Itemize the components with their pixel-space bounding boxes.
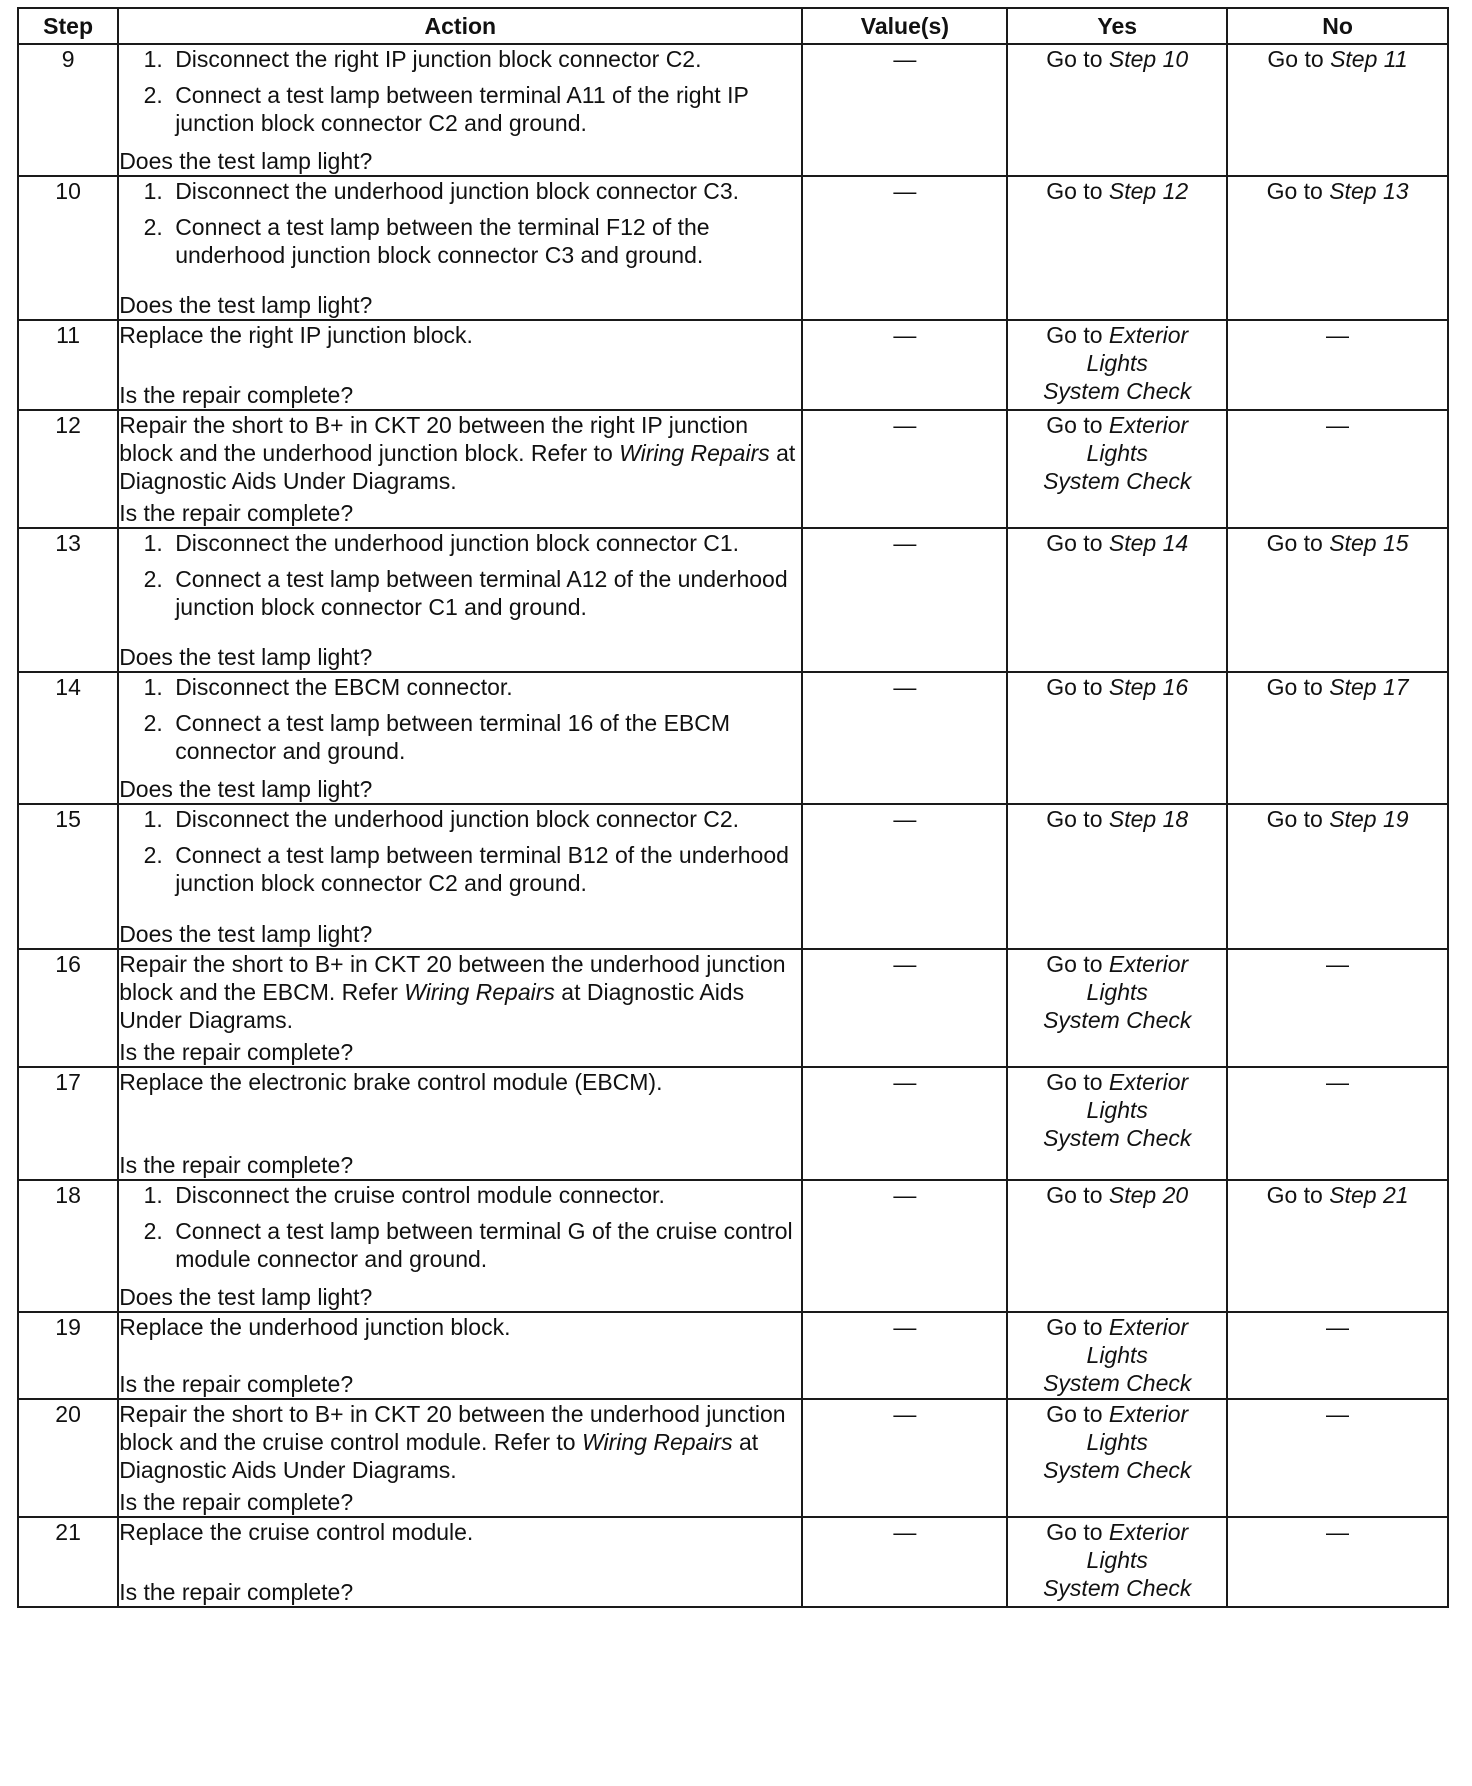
- action-step-item: 2. Connect a test lamp between terminal A11 of the right IP junction block connector C2 and ground.: [169, 81, 801, 137]
- system-check-words: System Check: [1043, 1370, 1192, 1396]
- action-question: Is the repair complete?: [119, 382, 354, 408]
- step-number: 13: [18, 528, 118, 672]
- values-dash: —: [802, 949, 1007, 1067]
- action-cell: [118, 804, 802, 949]
- action-cell: [118, 176, 802, 320]
- action-text-after: at Diagnostic Aids Under Diagrams.: [119, 979, 745, 1033]
- action-step-item: 2. Connect a test lamp between terminal G of the cruise control module connector and ground.: [169, 1217, 801, 1273]
- action-text-before: Repair the short to B+ in CKT 20 between the underhood junction block and the EBCM. Refer: [119, 951, 786, 1005]
- wiring-repairs-reference: Wiring Repairs: [581, 1429, 733, 1455]
- no-goto-step: [1227, 44, 1448, 176]
- action-cell: [118, 528, 802, 672]
- header-action: Action: [118, 8, 802, 44]
- goto-prefix: Go to: [1266, 674, 1323, 700]
- action-question: Does the test lamp light?: [119, 921, 373, 947]
- system-check-words: System Check: [1043, 378, 1192, 404]
- action-content: [119, 1181, 801, 1311]
- action-steps: [119, 673, 801, 765]
- values-dash: —: [802, 1180, 1007, 1312]
- exterior-word: Exterior: [1108, 322, 1189, 348]
- system-check-words: System Check: [1043, 468, 1192, 494]
- action-question: Is the repair complete?: [119, 1489, 354, 1515]
- lights-word: Lights: [1086, 979, 1148, 1005]
- goto-step-number: 13: [1382, 178, 1409, 204]
- action-content: [119, 805, 801, 948]
- values-dash: —: [802, 410, 1007, 528]
- action-content: [119, 529, 801, 671]
- goto-prefix: Go to: [1046, 46, 1103, 72]
- action-step-item: 1. Disconnect the underhood junction block connector C1.: [169, 529, 801, 557]
- action-content: [119, 1518, 801, 1606]
- goto-step-word: Step: [1108, 1182, 1157, 1208]
- goto-step-number: 12: [1162, 178, 1189, 204]
- yes-exterior-lights-check: [1007, 1312, 1227, 1399]
- action-steps: [119, 529, 801, 621]
- step-number: 16: [18, 949, 118, 1067]
- table-row: [18, 528, 1448, 672]
- action-cell: [118, 1399, 802, 1517]
- action-question: Is the repair complete?: [119, 500, 354, 526]
- system-check-words: System Check: [1043, 1125, 1192, 1151]
- table-row: [18, 949, 1448, 1067]
- yes-goto-step: [1007, 44, 1227, 176]
- yes-exterior-lights-check: [1007, 1517, 1227, 1607]
- lights-word: Lights: [1086, 1097, 1148, 1123]
- values-dash: —: [802, 1399, 1007, 1517]
- goto-prefix: Go to: [1266, 530, 1323, 556]
- goto-step-word: Step: [1329, 806, 1377, 832]
- exterior-prefix: Go to: [1046, 1519, 1103, 1545]
- yes-exterior-lights-check: [1007, 1067, 1227, 1180]
- goto-step-word: Step: [1329, 178, 1377, 204]
- table-row: [18, 1399, 1448, 1517]
- action-cell: [118, 1180, 802, 1312]
- table-row: [18, 672, 1448, 804]
- goto-step-number: 21: [1382, 1182, 1409, 1208]
- action-step-item: 2. Connect a test lamp between the terminal F12 of the underhood junction block connector C3 and ground.: [169, 213, 801, 269]
- no-dash: —: [1227, 410, 1448, 528]
- action-step-item: 1. Disconnect the underhood junction block connector C2.: [169, 805, 801, 833]
- goto-step-word: Step: [1330, 46, 1378, 72]
- yes-goto-step: [1007, 176, 1227, 320]
- action-cell: [118, 1517, 802, 1607]
- action-text: Replace the cruise control module.: [119, 1519, 474, 1545]
- goto-step-number: 20: [1162, 1182, 1189, 1208]
- values-dash: —: [802, 44, 1007, 176]
- no-goto-step: [1227, 1180, 1448, 1312]
- action-text-after: at Diagnostic Aids Under Diagrams.: [119, 440, 796, 494]
- goto-step-number: 18: [1162, 806, 1189, 832]
- action-content: [119, 177, 801, 319]
- exterior-prefix: Go to: [1046, 1401, 1103, 1427]
- step-number: 15: [18, 804, 118, 949]
- goto-step-word: Step: [1329, 1182, 1377, 1208]
- step-number: 11: [18, 320, 118, 410]
- goto-step-word: Step: [1329, 530, 1377, 556]
- no-goto-step: [1227, 528, 1448, 672]
- goto-step-number: 19: [1382, 806, 1409, 832]
- diagnostic-table: [17, 7, 1449, 1608]
- exterior-prefix: Go to: [1046, 1069, 1103, 1095]
- goto-step-word: Step: [1108, 806, 1157, 832]
- table-row: [18, 44, 1448, 176]
- action-content: [119, 673, 801, 803]
- lights-word: Lights: [1086, 1429, 1148, 1455]
- action-content: [119, 1068, 801, 1179]
- action-content: [119, 45, 801, 175]
- table-row: [18, 176, 1448, 320]
- action-question: Does the test lamp light?: [119, 644, 373, 670]
- action-content: [119, 1313, 801, 1398]
- action-step-item: 1. Disconnect the cruise control module connector.: [169, 1181, 801, 1209]
- exterior-word: Exterior: [1108, 1401, 1189, 1427]
- action-cell: [118, 44, 802, 176]
- exterior-word: Exterior: [1108, 1314, 1189, 1340]
- system-check-words: System Check: [1043, 1007, 1192, 1033]
- step-number: 14: [18, 672, 118, 804]
- action-text: [119, 950, 801, 1034]
- action-question: Is the repair complete?: [119, 1579, 354, 1605]
- values-dash: —: [802, 804, 1007, 949]
- goto-prefix: Go to: [1046, 1182, 1103, 1208]
- action-text: Replace the underhood junction block.: [119, 1314, 511, 1340]
- goto-prefix: Go to: [1266, 1182, 1323, 1208]
- goto-step-number: 17: [1382, 674, 1409, 700]
- table-row: [18, 410, 1448, 528]
- step-number: 18: [18, 1180, 118, 1312]
- values-dash: —: [802, 528, 1007, 672]
- step-number: 20: [18, 1399, 118, 1517]
- action-cell: [118, 1312, 802, 1399]
- goto-step-word: Step: [1108, 530, 1157, 556]
- table-row: [18, 320, 1448, 410]
- action-cell: [118, 672, 802, 804]
- goto-prefix: Go to: [1267, 46, 1324, 72]
- exterior-prefix: Go to: [1046, 951, 1103, 977]
- goto-step-word: Step: [1108, 674, 1157, 700]
- step-number: 9: [18, 44, 118, 176]
- yes-exterior-lights-check: [1007, 1399, 1227, 1517]
- spacer: [119, 1096, 801, 1151]
- wiring-repairs-reference: Wiring Repairs: [619, 440, 770, 466]
- exterior-prefix: Go to: [1046, 1314, 1103, 1340]
- header-row: [18, 8, 1448, 44]
- no-goto-step: [1227, 176, 1448, 320]
- goto-step-number: 16: [1162, 674, 1189, 700]
- goto-step-word: Step: [1108, 178, 1157, 204]
- lights-word: Lights: [1086, 1547, 1148, 1573]
- action-text: [119, 1400, 801, 1484]
- action-question: Does the test lamp light?: [119, 292, 373, 318]
- action-text: Replace the electronic brake control module (EBCM).: [119, 1069, 663, 1095]
- spacer: [119, 903, 801, 920]
- step-number: 19: [18, 1312, 118, 1399]
- action-cell: [118, 1067, 802, 1180]
- yes-goto-step: [1007, 672, 1227, 804]
- yes-goto-step: [1007, 1180, 1227, 1312]
- action-steps: [119, 805, 801, 897]
- table-row: [18, 1067, 1448, 1180]
- yes-exterior-lights-check: [1007, 320, 1227, 410]
- goto-step-number: 10: [1162, 46, 1189, 72]
- system-check-words: System Check: [1043, 1575, 1192, 1601]
- exterior-word: Exterior: [1108, 1069, 1189, 1095]
- action-step-item: 1. Disconnect the right IP junction block connector C2.: [169, 45, 801, 73]
- goto-step-word: Step: [1108, 46, 1157, 72]
- goto-prefix: Go to: [1046, 806, 1103, 832]
- action-cell: [118, 320, 802, 410]
- yes-goto-step: [1007, 528, 1227, 672]
- exterior-word: Exterior: [1108, 412, 1189, 438]
- table-row: [18, 1517, 1448, 1607]
- lights-word: Lights: [1086, 350, 1148, 376]
- action-question: Does the test lamp light?: [119, 1284, 373, 1310]
- values-dash: —: [802, 1312, 1007, 1399]
- header-step: Step: [18, 8, 118, 44]
- yes-exterior-lights-check: [1007, 410, 1227, 528]
- spacer: [119, 349, 801, 381]
- no-dash: —: [1227, 1399, 1448, 1517]
- action-text-after: at Diagnostic Aids Under Diagrams.: [119, 1429, 759, 1483]
- no-goto-step: [1227, 672, 1448, 804]
- goto-prefix: Go to: [1266, 178, 1323, 204]
- values-dash: —: [802, 320, 1007, 410]
- action-question: Does the test lamp light?: [119, 148, 373, 174]
- table-row: [18, 1312, 1448, 1399]
- no-goto-step: [1227, 804, 1448, 949]
- action-text: [119, 411, 801, 495]
- action-step-item: 1. Disconnect the underhood junction block connector C3.: [169, 177, 801, 205]
- header-values: Value(s): [802, 8, 1007, 44]
- spacer: [119, 275, 801, 291]
- action-steps: [119, 1181, 801, 1273]
- exterior-word: Exterior: [1108, 951, 1189, 977]
- values-dash: —: [802, 1067, 1007, 1180]
- no-dash: —: [1227, 320, 1448, 410]
- action-question: Is the repair complete?: [119, 1371, 354, 1397]
- goto-step-number: 11: [1383, 46, 1408, 72]
- values-dash: —: [802, 672, 1007, 804]
- values-dash: —: [802, 176, 1007, 320]
- no-dash: —: [1227, 949, 1448, 1067]
- goto-prefix: Go to: [1046, 178, 1103, 204]
- goto-prefix: Go to: [1046, 674, 1103, 700]
- step-number: 17: [18, 1067, 118, 1180]
- system-check-words: System Check: [1043, 1457, 1192, 1483]
- action-steps: [119, 177, 801, 269]
- goto-step-number: 14: [1162, 530, 1189, 556]
- action-step-item: 2. Connect a test lamp between terminal A12 of the underhood junction block connector C1 and ground.: [169, 565, 801, 621]
- action-text-before: Repair the short to B+ in CKT 20 between the underhood junction block and the cruise control module. Refer to: [119, 1401, 786, 1455]
- step-number: 12: [18, 410, 118, 528]
- lights-word: Lights: [1086, 440, 1148, 466]
- action-cell: [118, 949, 802, 1067]
- spacer: [119, 1341, 801, 1370]
- no-dash: —: [1227, 1067, 1448, 1180]
- goto-prefix: Go to: [1266, 806, 1323, 832]
- goto-step-word: Step: [1329, 674, 1377, 700]
- step-number: 21: [18, 1517, 118, 1607]
- step-number: 10: [18, 176, 118, 320]
- action-text: Replace the right IP junction block.: [119, 322, 473, 348]
- exterior-prefix: Go to: [1046, 322, 1103, 348]
- spacer: [119, 1546, 801, 1578]
- no-dash: —: [1227, 1517, 1448, 1607]
- values-dash: —: [802, 1517, 1007, 1607]
- goto-step-number: 15: [1382, 530, 1409, 556]
- action-content: [119, 411, 801, 527]
- yes-exterior-lights-check: [1007, 949, 1227, 1067]
- action-content: [119, 950, 801, 1066]
- action-content: [119, 1400, 801, 1516]
- action-steps: [119, 45, 801, 137]
- table-row: [18, 1180, 1448, 1312]
- header-yes: Yes: [1007, 8, 1227, 44]
- action-text-before: Repair the short to B+ in CKT 20 between the right IP junction block and the underhood junction block. Refer to: [119, 412, 749, 466]
- exterior-word: Exterior: [1108, 1519, 1189, 1545]
- action-question: Does the test lamp light?: [119, 776, 373, 802]
- wiring-repairs-reference: Wiring Repairs: [404, 979, 555, 1005]
- table-row: [18, 804, 1448, 949]
- goto-prefix: Go to: [1046, 530, 1103, 556]
- action-cell: [118, 410, 802, 528]
- yes-goto-step: [1007, 804, 1227, 949]
- action-content: [119, 321, 801, 409]
- exterior-prefix: Go to: [1046, 412, 1103, 438]
- action-step-item: 2. Connect a test lamp between terminal 16 of the EBCM connector and ground.: [169, 709, 801, 765]
- action-question: Is the repair complete?: [119, 1039, 354, 1065]
- action-step-item: 1. Disconnect the EBCM connector.: [169, 673, 801, 701]
- spacer: [119, 627, 801, 643]
- header-no: No: [1227, 8, 1448, 44]
- lights-word: Lights: [1086, 1342, 1148, 1368]
- action-question: Is the repair complete?: [119, 1152, 354, 1178]
- action-step-item: 2. Connect a test lamp between terminal B12 of the underhood junction block connector C2 and ground.: [169, 841, 801, 897]
- no-dash: —: [1227, 1312, 1448, 1399]
